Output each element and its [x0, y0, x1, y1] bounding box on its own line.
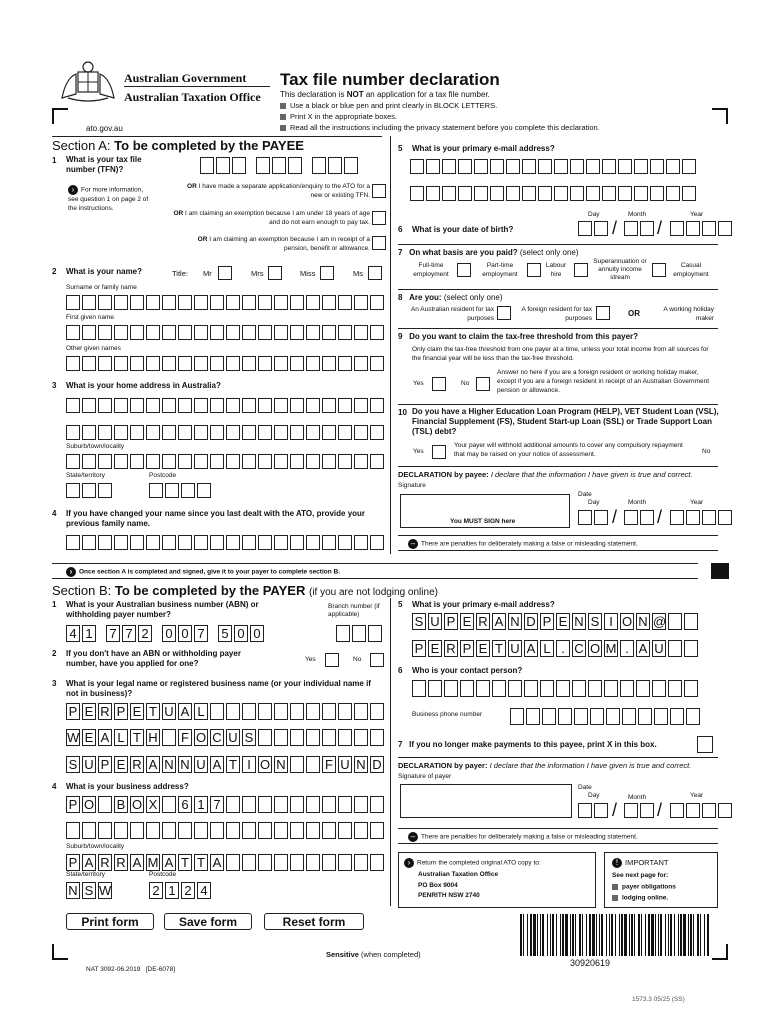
a-q9-rule: [398, 328, 718, 329]
b-date-year-boxes[interactable]: [670, 803, 734, 818]
b-date-day-boxes[interactable]: [578, 803, 610, 818]
b-postcode-label: Postcode: [149, 871, 177, 878]
title-mrs-label: Mrs: [251, 269, 264, 278]
contact-person-line1[interactable]: [412, 680, 700, 697]
alert-icon: !: [612, 858, 622, 868]
dob-year-label: Year: [690, 211, 704, 218]
a-q7-rule: [398, 244, 718, 245]
ato-url: ato.gov.au: [86, 124, 123, 133]
res-australian-checkbox[interactable]: [497, 306, 511, 320]
a-date-slash-2: /: [657, 507, 663, 527]
home-address-line2[interactable]: [66, 425, 386, 440]
a-q4-label: If you have changed your name since you last dealt with the ATO, provide your previous family name.: [66, 509, 366, 528]
title-label: Title:: [172, 269, 188, 278]
b-q2-no-label: No: [353, 656, 362, 663]
print-form-button[interactable]: Print form: [66, 913, 154, 930]
b-date-slash-1: /: [612, 800, 618, 820]
ref-code: 1573.3 05/25 (SS): [632, 996, 685, 1003]
business-name-line2[interactable]: W E A L T H F O C U S: [66, 729, 386, 746]
a-q6-number: 6: [398, 225, 403, 234]
must-sign-label: You MUST SIGN here: [450, 518, 516, 525]
title-ms-label: Ms: [353, 269, 363, 278]
a-date-day-boxes[interactable]: [578, 510, 610, 525]
state-boxes[interactable]: [66, 483, 114, 498]
a-q5-label: What is your primary e-mail address?: [412, 144, 555, 153]
exemption-checkbox-1[interactable]: [372, 184, 386, 198]
dob-month-label: Month: [628, 211, 647, 218]
a-date-month-boxes[interactable]: [624, 510, 656, 525]
section-a-title: Section A: To be completed by the PAYEE: [52, 138, 304, 153]
a-q10-yes-label: Yes: [413, 448, 424, 455]
dob-day-boxes[interactable]: [578, 221, 610, 236]
phone-boxes[interactable]: [510, 708, 702, 725]
minus-icon: –: [408, 832, 418, 842]
next-item-1: payer obligations: [612, 884, 676, 891]
a-q10-rule: [398, 404, 718, 405]
nat-code: NAT 3092-06.2019 [DE-6078]: [86, 966, 176, 973]
title-miss-label: Miss: [300, 269, 316, 278]
b-q6-number: 6: [398, 666, 403, 675]
dob-year-boxes[interactable]: [670, 221, 734, 236]
payee-email-line1[interactable]: [410, 159, 698, 174]
more-info-note: › For more information, see question 1 on page 2 of the instructions.: [68, 185, 149, 212]
first-name-label: First given name: [66, 314, 115, 321]
b-q2-number: 2: [52, 649, 57, 658]
b-postcode-boxes[interactable]: 2 1 2 4: [149, 882, 213, 899]
a-q9-note: Only claim the tax-free threshold from one payer at a time, unless your total income from all sources for the financial year will be less than the tax-free threshold.: [412, 346, 709, 362]
state-label: State/territory: [66, 472, 106, 479]
pay-fulltime-label: Full-time employment: [413, 262, 449, 278]
b-q2-no-checkbox[interactable]: [370, 653, 384, 667]
ato-name: Australian Taxation Office: [124, 90, 261, 104]
dob-day-label: Day: [588, 211, 600, 218]
phone-label: Business phone number: [412, 711, 483, 718]
corner-mark-tl: [52, 108, 68, 124]
ato-address-1: Australian Taxation Office: [418, 871, 499, 878]
barcode-number: 30920619: [570, 958, 611, 968]
a-q8-label: 8 Are you: (select only one): [398, 293, 503, 302]
a-q5-number: 5: [398, 144, 403, 153]
a-declaration: DECLARATION by payee: I declare that the information I have given is true and correct.: [398, 470, 693, 479]
payer-email-line2[interactable]: P E R P E T U A L . C O M . A U: [412, 640, 700, 657]
b-date-day-label: Day: [588, 792, 600, 799]
a-q10-yes-checkbox[interactable]: [432, 445, 446, 459]
b-q2-yes-label: Yes: [305, 656, 316, 663]
b-signature-label: Signature of payer: [398, 773, 452, 780]
a-q9-no-checkbox[interactable]: [476, 377, 490, 391]
b-suburb-label: Suburb/town/locality: [66, 843, 125, 850]
a-q9-yes-label: Yes: [413, 380, 424, 387]
a-q3-label: What is your home address in Australia?: [66, 381, 221, 390]
pay-labourhire-label: Labour hire: [545, 262, 567, 278]
dob-month-boxes[interactable]: [624, 221, 656, 236]
res-australian-label: An Australian resident for tax purposes: [410, 306, 494, 322]
b-state-label: State/territory: [66, 871, 106, 878]
b-declaration: DECLARATION by payer: I declare that the information I have given is true and correct.: [398, 761, 692, 770]
surname-label: Surname or family name: [66, 284, 137, 291]
b-date-month-label: Month: [628, 794, 647, 801]
b-q5-number: 5: [398, 600, 403, 609]
title-mr-label: Mr: [203, 269, 212, 278]
b-q4-number: 4: [52, 782, 57, 791]
a-q6-label: What is your date of birth?: [412, 225, 514, 234]
a-date-day-label: Day: [588, 499, 600, 506]
b-q7-label: 7 If you no longer make payments to this payee, print X in this box.: [398, 740, 657, 749]
business-address-line1[interactable]: P O B O X 6 1 7: [66, 796, 386, 813]
no-longer-paying-checkbox[interactable]: [697, 736, 713, 753]
b-q6-label: Who is your contact person?: [412, 666, 523, 675]
payee-email-line2[interactable]: [410, 186, 698, 201]
logo-divider: [124, 86, 270, 87]
arrow-icon: ›: [66, 567, 76, 577]
tfn-boxes[interactable]: [200, 157, 360, 174]
exemption-checkbox-3[interactable]: [372, 236, 386, 250]
section-marker-square: [711, 563, 729, 579]
important-title: ! IMPORTANT: [612, 858, 668, 868]
arrow-icon: ›: [68, 185, 78, 195]
payer-email-line1[interactable]: S U P E R A N D P E N S I O N @: [412, 613, 700, 630]
res-foreign-label: A foreign resident for tax purposes: [521, 306, 592, 322]
surname-boxes[interactable]: [66, 295, 386, 310]
pay-casual-label: Casual employment: [673, 262, 709, 278]
a-q10-no-label: No: [702, 448, 711, 455]
instruction-2: Print X in the appropriate boxes.: [280, 113, 397, 121]
b-date-month-boxes[interactable]: [624, 803, 656, 818]
first-name-boxes[interactable]: [66, 325, 386, 340]
pay-parttime-label: Part-time employment: [482, 262, 518, 278]
minus-icon: –: [408, 539, 418, 549]
pay-fulltime-checkbox[interactable]: [457, 263, 471, 277]
dob-slash-2: /: [657, 218, 663, 238]
a-q10-note: Your payer will withhold additional amounts to cover any compulsory repayment that may be raised on your notice of assessment.: [454, 442, 683, 458]
b-signature-box[interactable]: [400, 784, 572, 818]
res-or-label: OR: [628, 309, 640, 318]
b-q3-label: What is your legal name or registered business name (or your individual name if not in business)?: [66, 679, 371, 698]
dob-slash-1: /: [612, 218, 618, 238]
a-q1-label: What is your tax file number (TFN)?: [66, 155, 142, 174]
save-form-button[interactable]: Save form: [164, 913, 252, 930]
b-penalties: – There are penalties for deliberately making a false or misleading statement.: [408, 832, 638, 842]
home-address-line1[interactable]: [66, 398, 386, 413]
a-q10-number: 10: [398, 408, 407, 417]
other-names-boxes[interactable]: [66, 356, 386, 371]
exemption-option-2: OR I am claiming an exemption because I am under 18 years of age and do not earn enough to pay tax.: [173, 210, 370, 226]
a-date-year-label: Year: [690, 499, 704, 506]
a-penalties: – There are penalties for deliberately making a false or misleading statement.: [408, 539, 638, 549]
a-q9-yes-checkbox[interactable]: [432, 377, 446, 391]
b-q1-number: 1: [52, 600, 57, 609]
branch-label: Branch number (if applicable): [328, 603, 380, 618]
section-b-title: Section B: To be completed by the PAYER (if you are not lodging online): [52, 583, 438, 598]
title-mr-checkbox[interactable]: [218, 266, 232, 280]
b-q2-yes-checkbox[interactable]: [325, 653, 339, 667]
ato-address-3: PENRITH NSW 2740: [418, 892, 480, 899]
b-date-slash-2: /: [657, 800, 663, 820]
b-q5-label: What is your primary e-mail address?: [412, 600, 555, 609]
title-mrs-checkbox[interactable]: [268, 266, 282, 280]
gov-name: Australian Government: [124, 71, 247, 85]
form-subtitle: This declaration is NOT an application for a tax file number.: [280, 90, 490, 99]
corner-mark-tr: [712, 108, 728, 124]
once-done-text: › Once section A is completed and signed, give it to your payer to complete section B.: [66, 567, 340, 577]
b-state-boxes[interactable]: N S W: [66, 882, 114, 899]
sensitive-label: Sensitive (when completed): [326, 950, 421, 959]
b-suburb-boxes[interactable]: P A R R A M A T T A: [66, 854, 386, 871]
section-a-top-rule: [52, 136, 382, 137]
a-date-slash-1: /: [612, 507, 618, 527]
a-q3-number: 3: [52, 381, 57, 390]
a-q9-answer: Answer no here if you are a foreign resident or working holiday maker, except if you are a foreign resident in receipt of an Australian Government pension or allowance.: [497, 369, 710, 394]
postcode-boxes[interactable]: [149, 483, 213, 498]
next-item-2: lodging online.: [612, 895, 668, 902]
a-date-year-boxes[interactable]: [670, 510, 734, 525]
a-q10-label: Do you have a Higher Education Loan Program (HELP), VET Student Loan (VSL), Financial Supplement (FS), Student Start-up Loan (SSL) or Trade Support Loan (TSL) debt?: [412, 407, 719, 436]
a-q1-number: 1: [52, 156, 57, 165]
pay-parttime-checkbox[interactable]: [527, 263, 541, 277]
a-signature-label: Signature: [398, 482, 426, 489]
res-foreign-checkbox[interactable]: [596, 306, 610, 320]
b-q3-number: 3: [52, 679, 57, 688]
arrow-icon: ›: [404, 858, 414, 868]
branch-boxes[interactable]: [336, 625, 384, 642]
section-a-divider: [390, 136, 391, 554]
a-date-label: Date: [578, 491, 592, 498]
b-q2-label: If you don't have an ABN or withholding payer number, have you applied for one?: [66, 649, 241, 668]
a-q7-label: 7 On what basis are you paid? (select only one): [398, 248, 579, 257]
business-name-line3[interactable]: S U P E R A N N U A T I O N F U N D: [66, 756, 386, 773]
res-whm-label: A working holiday maker: [663, 306, 714, 322]
coat-of-arms-logo: [58, 58, 118, 106]
pay-super-checkbox[interactable]: [652, 263, 666, 277]
barcode: [520, 914, 712, 956]
ato-address-2: PO Box 9004: [418, 882, 458, 889]
exemption-option-3: OR I am claiming an exemption because I am in receipt of a pension, benefit or allowance.: [197, 236, 370, 252]
b-decl-rule: [398, 757, 718, 758]
section-b-divider: [390, 598, 391, 906]
a-q4-number: 4: [52, 509, 57, 518]
corner-mark-br: [712, 944, 728, 960]
abn-boxes[interactable]: 4 1 7 7 2 0 0 7 5 0 0: [66, 625, 266, 642]
postcode-label: Postcode: [149, 472, 177, 479]
title-ms-checkbox[interactable]: [368, 266, 382, 280]
b-date-label: Date: [578, 784, 592, 791]
form-title: Tax file number declaration: [280, 70, 500, 89]
a-q2-number: 2: [52, 267, 57, 276]
business-name-line1[interactable]: P E R P E T U A L: [66, 703, 386, 720]
instruction-3: Read all the instructions including the privacy statement before you complete this declaration.: [280, 124, 600, 132]
title-miss-checkbox[interactable]: [320, 266, 334, 280]
business-address-line2[interactable]: [66, 822, 386, 839]
a-q2-label: What is your name?: [66, 267, 143, 276]
reset-form-button[interactable]: Reset form: [264, 913, 364, 930]
return-to-label: › Return the completed original ATO copy to:: [404, 858, 541, 868]
b-q1-label: What is your Australian business number (ABN) or withholding payer number?: [66, 600, 259, 619]
exemption-checkbox-2[interactable]: [372, 211, 386, 225]
see-next-page: See next page for:: [612, 872, 669, 879]
pay-labourhire-checkbox[interactable]: [574, 263, 588, 277]
a-q9-label: 9 Do you want to claim the tax-free threshold from this payer?: [398, 332, 639, 341]
exemption-option-1: OR I have made a separate application/enquiry to the ATO for a new or existing TFN.: [187, 183, 370, 199]
previous-name-boxes[interactable]: [66, 535, 386, 550]
b-date-year-label: Year: [690, 792, 704, 799]
other-names-label: Other given names: [66, 345, 121, 352]
b-q4-label: What is your business address?: [66, 782, 189, 791]
a-q8-rule: [398, 289, 718, 290]
a-decl-rule: [398, 466, 718, 467]
a-date-month-label: Month: [628, 499, 647, 506]
pay-super-label: Superannuation or annuity income stream: [593, 258, 647, 281]
suburb-label: Suburb/town/locality: [66, 443, 125, 450]
a-q9-no-label: No: [461, 380, 470, 387]
corner-mark-bl: [52, 944, 68, 960]
suburb-boxes[interactable]: [66, 454, 386, 469]
instruction-1: Use a black or blue pen and print clearly in BLOCK LETTERS.: [280, 102, 497, 110]
